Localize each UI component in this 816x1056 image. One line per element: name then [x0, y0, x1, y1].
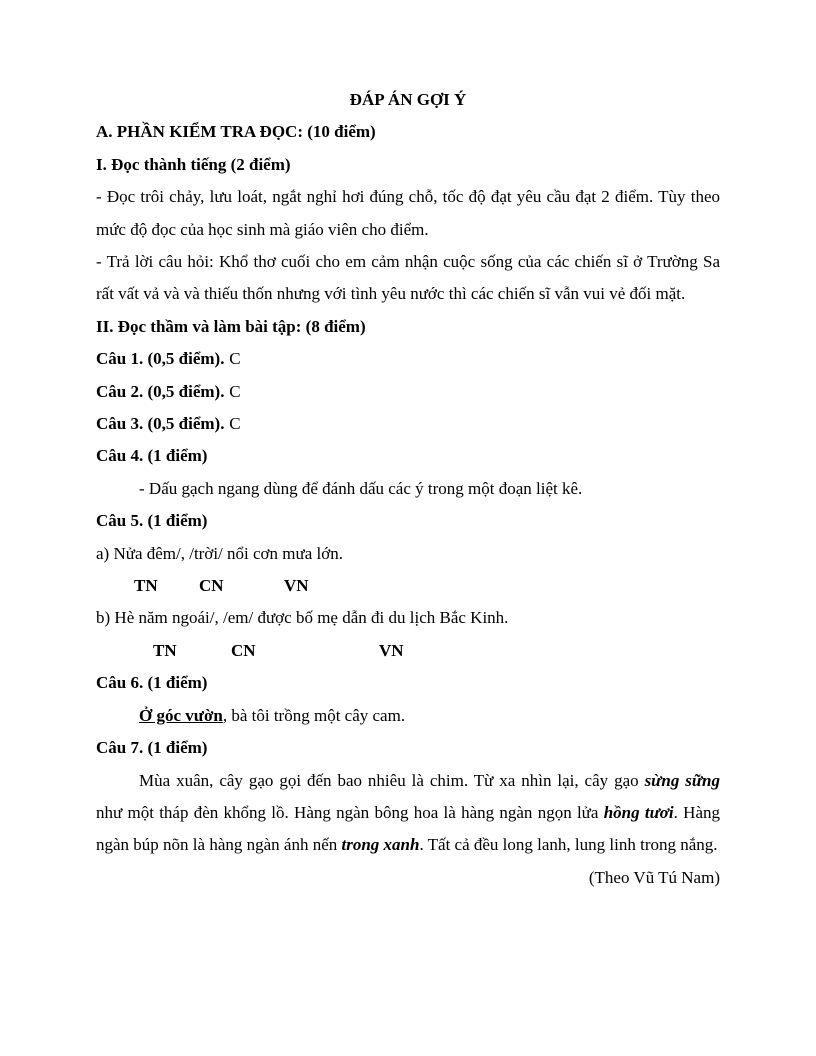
- section-a-heading: A. PHẦN KIỂM TRA ĐỌC: (10 điểm): [96, 122, 376, 142]
- question-5-sentence-a: a) Nửa đêm/, /trời/ nổi cơn mưa lớn.: [96, 543, 343, 563]
- part-1-heading: I. Đọc thành tiếng (2 điểm): [96, 154, 291, 174]
- q7-text-segment: . Tất cả đều long lanh, lung linh trong nắng.: [419, 835, 718, 855]
- reading-aloud-criteria: - Đọc trôi chảy, lưu loát, ngắt nghỉ hơi đúng chỗ, tốc độ đạt yêu cầu đạt 2 điểm. Tùy theo mức độ đọc của học sinh mà giáo viên cho điểm.: [96, 187, 720, 239]
- question-5-grammar-labels-b: [96, 635, 720, 667]
- question-6-rest: , bà tôi trồng một cây cam.: [222, 705, 406, 725]
- question-6-underlined-phrase: Ở góc vườn: [139, 705, 223, 725]
- part-2-heading: II. Đọc thầm và làm bài tập: (8 điểm): [96, 316, 366, 336]
- q7-emphasis-trong-xanh: trong xanh: [341, 835, 420, 855]
- question-5-heading: Câu 5. (1 điểm): [96, 511, 208, 531]
- question-2-answer: C: [229, 381, 241, 401]
- question-1-label: Câu 1. (0,5 điểm).: [96, 349, 225, 369]
- question-1-line: [96, 343, 720, 375]
- question-2-line: [96, 376, 720, 408]
- reading-aloud-question-answer: - Trả lời câu hỏi: Khổ thơ cuối cho em cảm nhận cuộc sống của các chiến sĩ ở Trường Sa rất vất vả và và thiếu thốn nhưng với tình yêu nước thì các chiến sĩ vẫn vui vẻ đối mặt.: [96, 252, 720, 304]
- question-7-paragraph: [96, 765, 720, 862]
- attribution: (Theo Vũ Tú Nam): [588, 867, 720, 887]
- q7-text-segment: Mùa xuân, cây gạo gọi đến bao nhiêu là chim. Từ xa nhìn lại, cây gạo: [139, 770, 645, 790]
- grammar-label-vn: VN: [379, 640, 404, 660]
- grammar-label-tn: TN: [134, 576, 158, 596]
- question-5-grammar-labels-a: [96, 570, 720, 602]
- q7-text-segment: . Hàng ngàn búp nõn là hàng ngàn ánh nến: [96, 802, 720, 855]
- question-3-line: [96, 408, 720, 440]
- question-2-label: Câu 2. (0,5 điểm).: [96, 381, 225, 401]
- grammar-label-tn: TN: [153, 640, 177, 660]
- question-6-answer: [96, 700, 720, 732]
- document-title: ĐÁP ÁN GỢI Ý: [349, 90, 467, 109]
- question-3-answer: C: [229, 414, 241, 434]
- question-1-answer: C: [229, 349, 241, 369]
- grammar-label-cn: CN: [199, 576, 224, 596]
- question-4-heading: Câu 4. (1 điểm): [96, 446, 208, 466]
- grammar-label-vn: VN: [284, 576, 309, 596]
- question-7-heading: Câu 7. (1 điểm): [96, 738, 208, 758]
- question-3-label: Câu 3. (0,5 điểm).: [96, 414, 225, 434]
- grammar-label-cn: CN: [231, 640, 256, 660]
- q7-text-segment: như một tháp đèn khổng lồ. Hàng ngàn bông hoa là hàng ngàn ngọn lửa: [96, 802, 604, 822]
- question-6-heading: Câu 6. (1 điểm): [96, 673, 208, 693]
- q7-emphasis-hong-tuoi: hồng tươi: [603, 802, 674, 822]
- q7-emphasis-sung-sung: sừng sững: [644, 770, 721, 790]
- question-4-answer: - Dấu gạch ngang dùng để đánh dấu các ý trong một đoạn liệt kê.: [139, 478, 583, 498]
- question-5-sentence-b: b) Hè năm ngoái/, /em/ được bố mẹ dẫn đi du lịch Bắc Kinh.: [96, 608, 509, 628]
